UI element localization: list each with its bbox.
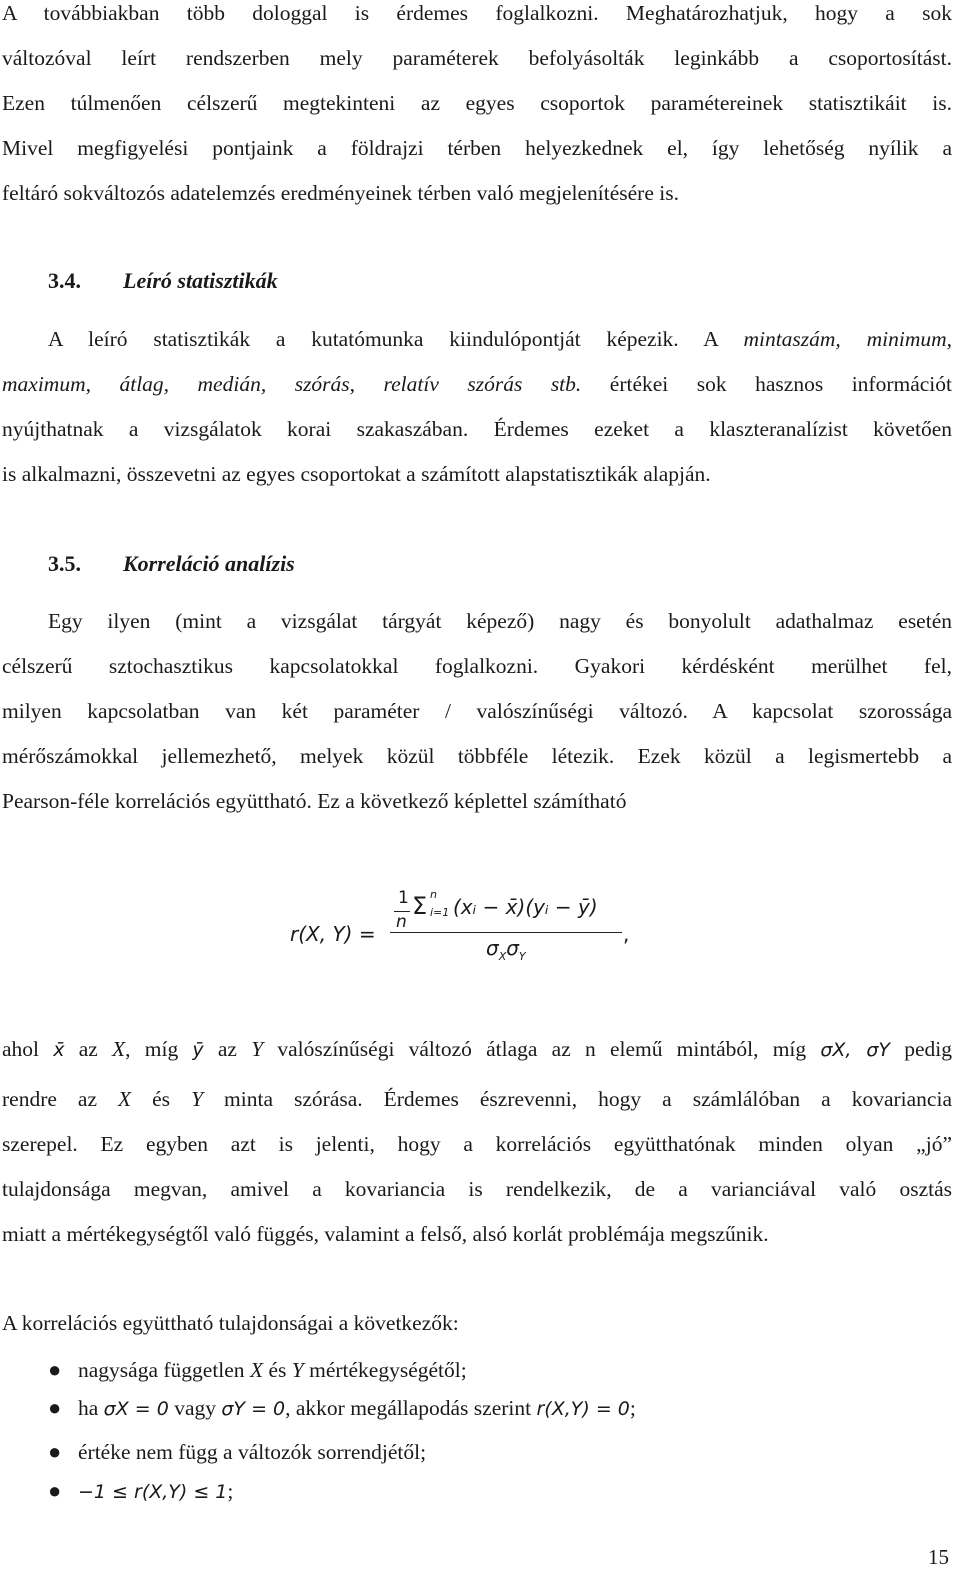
- formula-sum-symbol: Σ: [412, 892, 428, 920]
- section-heading-3-4: [48, 268, 278, 294]
- formula-frac-bottom: n: [396, 912, 407, 932]
- text-span: , akkor megállapodás szerint: [285, 1396, 537, 1420]
- paragraph-4-line-5: miatt a mértékegységtől való függés, valamint a felső, alsó korlát problémája megszűnik.: [2, 1222, 769, 1246]
- paragraph-5: A korrelációs együttható tulajdonságai a következők:: [2, 1311, 459, 1335]
- text-span: és: [263, 1358, 292, 1382]
- paragraph-2-line-1: [48, 326, 952, 352]
- paragraph-1-line-5: feltáró sokváltozós adatelemzés eredményeinek térben való megjelenítésére is.: [2, 181, 679, 205]
- math-r-zero: r(X,Y) = 0: [536, 1398, 630, 1420]
- formula-lhs: r(X, Y) =: [290, 922, 376, 946]
- text-span: , míg: [125, 1037, 193, 1061]
- var-x: X: [118, 1087, 132, 1111]
- bullet-item-2: [78, 1395, 636, 1422]
- paragraph-2-line-4: is alkalmazni, összevetni az egyes csoportokat a számított alapstatisztikák alapján.: [2, 462, 711, 486]
- paragraph-4-line-3: szerepel. Ez egyben azt is jelenti, hogy a korrelációs együtthatónak minden olyan „jó”: [2, 1132, 952, 1156]
- text-span: vagy: [168, 1396, 222, 1420]
- math-sigmas: σX, σY: [820, 1039, 891, 1061]
- sigma-x-sub: X: [498, 950, 507, 963]
- sigma-x: σ: [486, 936, 499, 960]
- bullet-item-3: értéke nem függ a változók sorrendjétől;: [78, 1440, 427, 1464]
- var-x: X: [112, 1037, 126, 1061]
- bullet-marker: ●: [48, 1395, 62, 1420]
- math-sigma-y-zero: σY = 0: [221, 1398, 286, 1420]
- text-span: A leíró statisztikák a kutatómunka kiindulópontját képezik. A: [48, 327, 744, 351]
- formula-sum-body: (xᵢ − x̄)(yᵢ − ȳ): [453, 895, 598, 919]
- bullet-item-1: [78, 1357, 467, 1383]
- var-y: Y: [251, 1037, 264, 1061]
- text-span: valószínűségi változó átlaga az n elemű mintából, míg: [263, 1037, 821, 1061]
- paragraph-1-line-3: Ezen túlmenően célszerű megtekinteni az egyes csoportok paramétereinek statisztikáit is.: [2, 91, 952, 115]
- bullet-marker: ●: [48, 1439, 62, 1464]
- var-y: Y: [291, 1358, 304, 1382]
- bullet-marker: ●: [48, 1357, 62, 1382]
- paragraph-2-line-2: [2, 371, 952, 397]
- italic-span: mintaszám, minimum,: [743, 327, 952, 351]
- section-number: 3.5.: [48, 551, 81, 576]
- formula-sum-sup: n: [430, 888, 437, 901]
- text-span: nagysága független: [78, 1358, 250, 1382]
- math-xbar: x̄: [53, 1039, 65, 1061]
- page-number: 15: [928, 1545, 949, 1569]
- math-sigma-x-zero: σX = 0: [103, 1398, 169, 1420]
- formula-sum-sub: i=1: [430, 906, 450, 919]
- text-span: rendre az: [2, 1087, 118, 1111]
- paragraph-3-line-4: mérőszámokkal jellemezhető, melyek közül többféle létezik. Ezek közül a legismertebb a: [2, 744, 952, 768]
- section-heading-3-5: [48, 551, 295, 577]
- italic-span: maximum, átlag, medián, szórás, relatív szórás stb.: [2, 372, 582, 396]
- section-title: Leíró statisztikák: [123, 268, 278, 293]
- text-span: ahol: [2, 1037, 54, 1061]
- paragraph-3-line-1: Egy ilyen (mint a vizsgálat tárgyát képező) nagy és bonyolult adathalmaz esetén: [48, 609, 952, 633]
- text-span: ;: [227, 1479, 234, 1503]
- formula-denominator: [486, 936, 526, 963]
- paragraph-3-line-5: Pearson-féle korrelációs együttható. Ez a következő képlettel számítható: [2, 789, 627, 813]
- text-span: és: [131, 1087, 192, 1111]
- paragraph-1-line-1: A továbbiakban több dologgal is érdemes foglalkozni. Meghatározhatjuk, hogy a sok: [2, 1, 952, 25]
- sigma-y: σ: [506, 936, 519, 960]
- bullet-item-4: [78, 1478, 233, 1505]
- paragraph-4-line-4: tulajdonsága megvan, amivel a kovariancia is rendelkezik, de a varianciával való osztás: [2, 1177, 952, 1201]
- text-span: értékei sok hasznos információt: [581, 372, 952, 396]
- var-y: Y: [191, 1087, 204, 1111]
- paragraph-4-line-2: [2, 1086, 952, 1112]
- text-span: az: [203, 1037, 252, 1061]
- section-title: Korreláció analízis: [123, 551, 295, 576]
- var-x: X: [249, 1358, 264, 1382]
- paragraph-2-line-3: nyújthatnak a vizsgálatok korai szakaszában. Érdemes ezeket a klaszteranalízist követően: [2, 417, 952, 441]
- text-span: az: [64, 1037, 113, 1061]
- paragraph-1-line-4: Mivel megfigyelési pontjaink a földrajzi térben helyezkednek el, így lehetőség nyílik a: [2, 136, 952, 160]
- math-ybar: ȳ: [192, 1039, 204, 1061]
- text-span: minta szórása. Érdemes észrevenni, hogy a számlálóban a kovariancia: [203, 1087, 952, 1111]
- sigma-y-sub: Y: [518, 950, 526, 963]
- section-number: 3.4.: [48, 268, 81, 293]
- pearson-formula: [290, 884, 650, 974]
- paragraph-3-line-3: milyen kapcsolatban van két paraméter / valószínűségi változó. A kapcsolat szorossága: [2, 699, 952, 723]
- paragraph-1-line-2: változóval leírt rendszerben mely paraméterek befolyásolták leginkább a csoportosítást.: [2, 46, 952, 70]
- paragraph-3-line-2: célszerű sztochasztikus kapcsolatokkal foglalkozni. Gyakori kérdésként merülhet fel,: [2, 654, 952, 678]
- math-r-bounds: −1 ≤ r(X,Y) ≤ 1: [78, 1481, 228, 1503]
- text-span: mértékegységétől;: [303, 1358, 467, 1382]
- text-span: pedig: [890, 1037, 952, 1061]
- text-span: ;: [629, 1396, 636, 1420]
- paragraph-4-line-1: [2, 1036, 952, 1063]
- text-span: ha: [78, 1396, 104, 1420]
- formula-comma: ,: [623, 922, 630, 946]
- bullet-marker: ●: [48, 1478, 62, 1503]
- formula-frac-top: 1: [398, 888, 409, 908]
- formula-main-fraction-line: [390, 932, 622, 933]
